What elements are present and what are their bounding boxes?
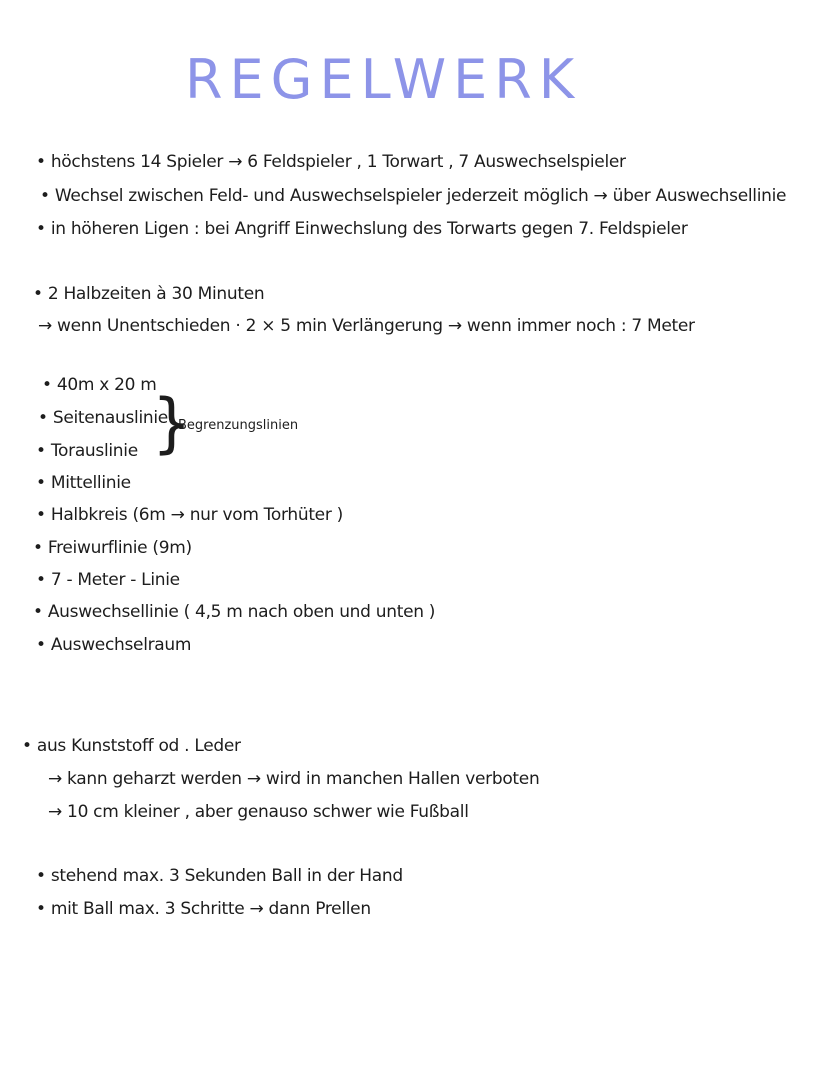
note-line-time-1: • 2 Halbzeiten à 30 Minuten <box>33 284 265 304</box>
field-brace-glyph: } <box>152 384 192 461</box>
note-line-players-1: • höchstens 14 Spieler → 6 Feldspieler , 1 Torwart , 7 Auswechselspieler <box>36 152 626 172</box>
note-line-field-4: • Mittellinie <box>36 473 131 493</box>
note-line-handling-1: • stehend max. 3 Sekunden Ball in der Hand <box>36 866 403 886</box>
note-line-ball-3: → 10 cm kleiner , aber genauso schwer wie Fußball <box>48 802 469 822</box>
note-line-field-7: • 7 - Meter - Linie <box>36 570 180 590</box>
page-title: REGELWERK <box>185 48 582 111</box>
note-line-ball-2: → kann geharzt werden → wird in manchen Hallen verboten <box>48 769 540 789</box>
note-line-ball-1: • aus Kunststoff od . Leder <box>22 736 241 756</box>
note-line-players-2: • Wechsel zwischen Feld- und Auswechselspieler jederzeit möglich → über Auswechsellinie <box>40 186 787 206</box>
note-line-field-1: • 40m x 20 m <box>42 375 157 395</box>
note-line-field-9: • Auswechselraum <box>36 635 192 655</box>
note-line-field-2: • Seitenauslinie <box>38 408 168 428</box>
field-brace-label: Begrenzungslinien <box>178 418 299 433</box>
note-line-field-3: • Torauslinie <box>36 441 138 461</box>
note-line-field-5: • Halbkreis (6m → nur vom Torhüter ) <box>36 505 343 525</box>
note-line-players-3: • in höheren Ligen : bei Angriff Einwechslung des Torwarts gegen 7. Feldspieler <box>36 219 688 239</box>
note-line-time-2: → wenn Unentschieden · 2 × 5 min Verlängerung → wenn immer noch : 7 Meter <box>38 316 695 336</box>
note-line-field-6: • Freiwurflinie (9m) <box>33 538 192 558</box>
note-line-handling-2: • mit Ball max. 3 Schritte → dann Prellen <box>36 899 371 919</box>
note-line-field-8: • Auswechsellinie ( 4,5 m nach oben und unten ) <box>33 602 436 622</box>
